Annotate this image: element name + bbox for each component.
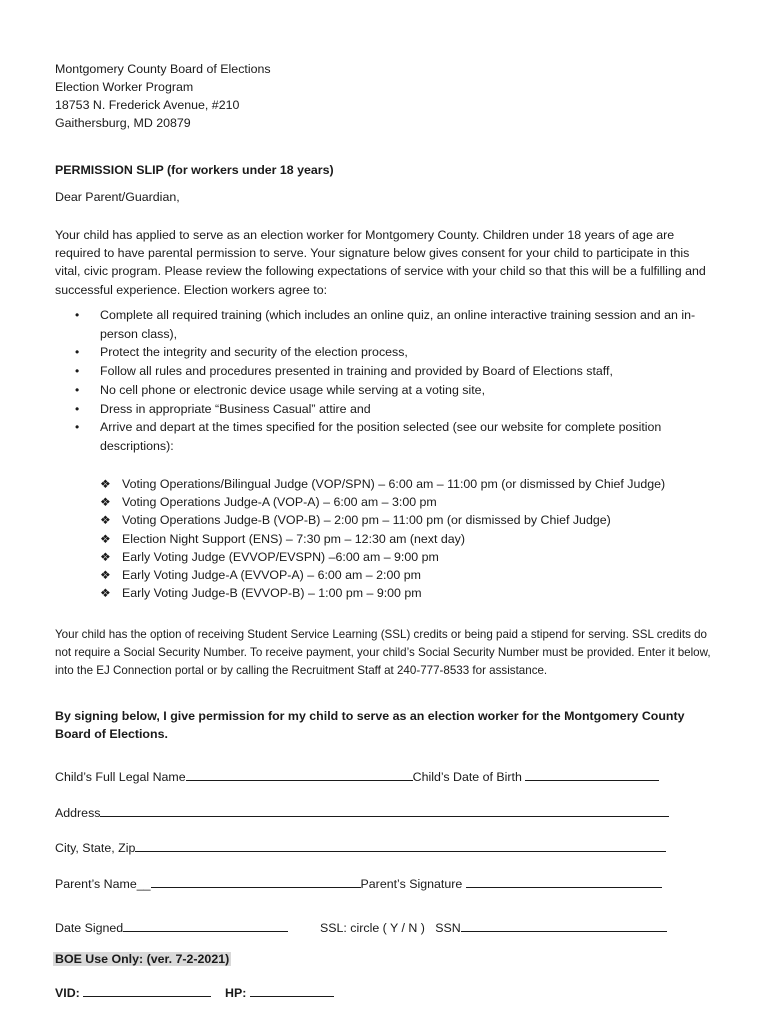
hp-label: HP: bbox=[225, 986, 247, 1000]
bullet-icon: • bbox=[75, 382, 80, 397]
bullet-icon: • bbox=[75, 345, 80, 360]
list-item-text: Arrive and depart at the times specified for the position selected (see our website for complete position descriptions): bbox=[100, 420, 662, 453]
list-item-text: Protect the integrity and security of the election process, bbox=[100, 345, 408, 360]
city-state-zip-field[interactable] bbox=[135, 837, 666, 852]
position-text: Voting Operations Judge-B (VOP-B) – 2:00 pm – 11:00 pm (or dismissed by Chief Judge) bbox=[122, 513, 611, 528]
date-signed-label: Date Signed bbox=[55, 921, 124, 935]
position-text: Voting Operations Judge-A (VOP-A) – 6:00 am – 3:00 pm bbox=[122, 495, 437, 510]
intro-paragraph: Your child has applied to serve as an election worker for Montgomery County. Children under 18 years of age are required to have parental permission to serve. Your signature below gives consent for your child to participate in this vital, civic program. Please review the following expectations of service with your child so that this will be a fulfilling and successful experience. Election workers agree to: bbox=[55, 228, 706, 297]
parent-name-field[interactable] bbox=[151, 873, 361, 888]
consent-statement: By signing below, I give permission for my child to serve as an election worker for the Montgomery County Board of Elections. bbox=[55, 709, 685, 742]
list-item-text: Dress in appropriate “Business Casual” attire and bbox=[100, 401, 371, 416]
list-item-text: Complete all required training (which includes an online quiz, an online interactive training session and an in-person class), bbox=[100, 308, 696, 341]
address-line-3: 18753 N. Frederick Avenue, #210 bbox=[55, 98, 240, 112]
bullet-icon: • bbox=[75, 401, 80, 416]
child-dob-label: Child’s Date of Birth bbox=[412, 770, 522, 784]
vid-field[interactable] bbox=[83, 982, 211, 997]
diamond-icon: ❖ bbox=[100, 477, 111, 491]
ssn-field[interactable] bbox=[461, 917, 667, 932]
position-text: Early Voting Judge (EVVOP/EVSPN) –6:00 am – 9:00 pm bbox=[122, 549, 439, 564]
child-name-field[interactable] bbox=[186, 766, 413, 781]
list-item bbox=[55, 400, 725, 419]
ssl-ssn-group bbox=[320, 917, 667, 937]
hp-field[interactable] bbox=[250, 982, 334, 997]
date-ssl-row bbox=[55, 917, 288, 937]
diamond-icon: ❖ bbox=[100, 549, 111, 564]
list-item bbox=[100, 530, 665, 548]
diamond-icon: ❖ bbox=[100, 568, 111, 583]
parent-signature-label: Parent’s Signature bbox=[360, 877, 463, 891]
child-name-label: Child’s Full Legal Name bbox=[55, 770, 186, 784]
address-line-4: Gaithersburg, MD 20879 bbox=[55, 116, 191, 130]
expectations-list bbox=[55, 306, 725, 456]
salutation: Dear Parent/Guardian, bbox=[55, 190, 180, 204]
diamond-icon: ❖ bbox=[100, 513, 111, 528]
bullet-icon: • bbox=[75, 364, 80, 379]
list-item bbox=[55, 362, 725, 381]
ssl-paragraph: Your child has the option of receiving Student Service Learning (SSL) credits or being paid a stipend for serving. SSL credits do not require a Social Security Number. To receive payment, your child’s Social Security Number must be provided. Enter it below, into the EJ Connection portal or by calling the Recruitment Staff at 240-777-8533 for assistance. bbox=[55, 628, 711, 677]
ssn-label: SSN bbox=[435, 921, 461, 935]
list-item bbox=[100, 511, 665, 529]
city-label: City, State, Zip bbox=[55, 841, 136, 855]
address-line-2: Election Worker Program bbox=[55, 80, 194, 94]
positions-list bbox=[100, 475, 665, 602]
position-text: Early Voting Judge-B (EVVOP-B) – 1:00 pm – 9:00 pm bbox=[122, 586, 422, 601]
ssl-circle-label[interactable]: SSL: circle ( Y / N ) bbox=[320, 921, 425, 935]
address-label: Address bbox=[55, 806, 101, 820]
parent-signature-field[interactable] bbox=[466, 873, 662, 888]
list-item bbox=[100, 566, 665, 584]
position-text: Election Night Support (ENS) – 7:30 pm – 12:30 am (next day) bbox=[122, 531, 465, 546]
bullet-icon: • bbox=[75, 420, 80, 435]
list-item bbox=[55, 381, 725, 400]
address-field[interactable] bbox=[100, 802, 669, 817]
list-item-text: Follow all rules and procedures presented in training and provided by Board of Elections staff, bbox=[100, 364, 613, 379]
list-item bbox=[100, 584, 665, 602]
vid-label: VID: bbox=[55, 986, 80, 1000]
parent-name-prefix: __ bbox=[136, 877, 151, 891]
diamond-icon: ❖ bbox=[100, 586, 111, 601]
list-item bbox=[55, 418, 725, 455]
page-title: PERMISSION SLIP (for workers under 18 years) bbox=[55, 163, 334, 177]
parent-row bbox=[55, 873, 662, 893]
diamond-icon: ❖ bbox=[100, 531, 111, 546]
list-item bbox=[55, 343, 725, 362]
list-item-text: No cell phone or electronic device usage while serving at a voting site, bbox=[100, 382, 486, 397]
address-row bbox=[55, 802, 669, 822]
address-line-1: Montgomery County Board of Elections bbox=[55, 62, 271, 76]
boe-use-only-label bbox=[53, 950, 231, 968]
position-text: Early Voting Judge-A (EVVOP-A) – 6:00 am – 2:00 pm bbox=[122, 568, 421, 583]
bullet-icon: • bbox=[75, 308, 80, 322]
list-item bbox=[100, 475, 665, 493]
list-item bbox=[100, 493, 665, 511]
child-info-row bbox=[55, 766, 659, 786]
list-item bbox=[100, 548, 665, 566]
boe-row bbox=[55, 982, 334, 1002]
boe-label-text: BOE Use Only: (ver. 7-2-2021) bbox=[55, 952, 230, 966]
list-item bbox=[55, 306, 725, 343]
date-signed-field[interactable] bbox=[123, 917, 288, 932]
diamond-icon: ❖ bbox=[100, 495, 111, 510]
child-dob-field[interactable] bbox=[525, 766, 659, 781]
parent-name-label: Parent’s Name bbox=[55, 877, 137, 891]
city-row bbox=[55, 837, 666, 857]
position-text: Voting Operations/Bilingual Judge (VOP/SPN) – 6:00 am – 11:00 pm (or dismissed by Chief Judge) bbox=[122, 477, 666, 491]
